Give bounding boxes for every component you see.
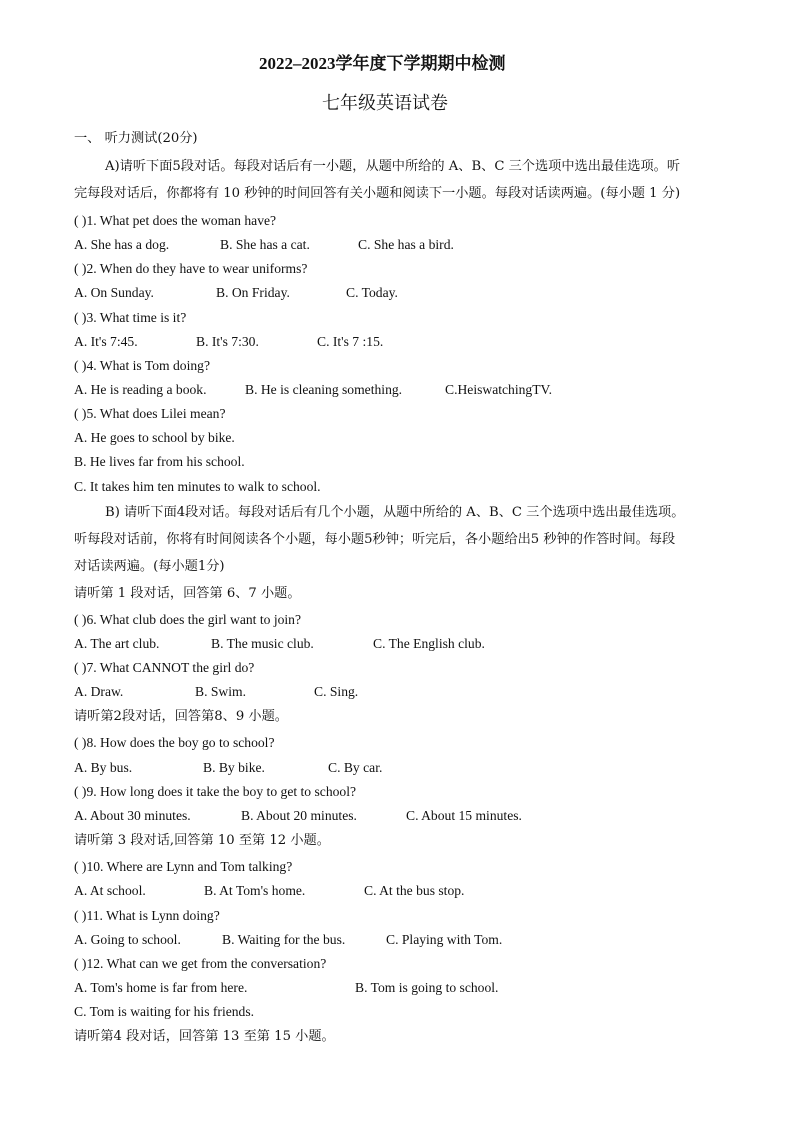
q10-option-a: A. At school. <box>74 883 146 898</box>
question-2: ( )2. When do they have to wear uniforms? <box>74 261 308 276</box>
exam-title: 2022–2023学年度下学期期中检测 <box>259 54 506 73</box>
answer-bracket[interactable]: ( ) <box>74 261 87 276</box>
q10-option-b: B. At Tom's home. <box>204 883 306 898</box>
dialog-4-note: 请听第4 段对话，回答第 13 至第 15 小题。 <box>74 1029 335 1044</box>
q4-option-a: A. He is reading a book. <box>74 382 207 397</box>
part-a-intro-line-1: A)请听下面5段对话。每段对话后有一小题，从题中所给的 A、B、C 三个选项中选出最佳选项。听 <box>105 159 681 174</box>
question-1: ( )1. What pet does the woman have? <box>74 213 277 228</box>
part-b-intro-line-2: 听每段对话前，你将有时间阅读各个小题，每小题5秒钟；听完后，各小题给出5 秒钟的作答时间。每段 <box>74 532 676 547</box>
q9-option-a: A. About 30 minutes. <box>74 808 191 823</box>
exam-subtitle: 七年级英语试卷 <box>322 93 448 114</box>
q11-option-b: B. Waiting for the bus. <box>222 932 346 947</box>
q1-option-b: B. She has a cat. <box>220 237 310 252</box>
question-12: ( )12. What can we get from the conversation? <box>74 956 327 971</box>
answer-bracket[interactable]: ( ) <box>74 660 87 675</box>
q1-option-c: C. She has a bird. <box>358 237 454 252</box>
q8-option-a: A. By bus. <box>74 760 133 775</box>
q1-option-a: A. She has a dog. <box>74 237 170 252</box>
q7-option-a: A. Draw. <box>74 684 124 699</box>
q6-option-c: C. The English club. <box>373 636 485 651</box>
q11-option-a: A. Going to school. <box>74 932 181 947</box>
q12-option-a: A. Tom's home is far from here. <box>74 980 248 995</box>
answer-bracket[interactable]: ( ) <box>74 908 87 923</box>
answer-bracket[interactable]: ( ) <box>74 859 87 874</box>
answer-bracket[interactable]: ( ) <box>74 612 87 627</box>
q2-option-c: C. Today. <box>346 285 398 300</box>
answer-bracket[interactable]: ( ) <box>74 358 87 373</box>
q10-option-c: C. At the bus stop. <box>364 883 465 898</box>
q8-option-c: C. By car. <box>328 760 383 775</box>
q5-option-c: C. It takes him ten minutes to walk to school. <box>74 479 321 494</box>
question-9: ( )9. How long does it take the boy to get to school? <box>74 784 357 799</box>
q7-option-c: C. Sing. <box>314 684 359 699</box>
q6-option-a: A. The art club. <box>74 636 160 651</box>
q3-option-c: C. It's 7 :15. <box>317 334 384 349</box>
q11-option-c: C. Playing with Tom. <box>386 932 503 947</box>
dialog-1-note: 请听第 1 段对话，回答第 6、7 小题。 <box>74 586 301 601</box>
answer-bracket[interactable]: ( ) <box>74 784 87 799</box>
q4-option-b: B. He is cleaning something. <box>245 382 403 397</box>
dialog-2-note: 请听第2段对话，回答第8、9 小题。 <box>74 709 288 724</box>
part-b-intro-line-1: B) 请听下面4段对话。每段对话后有几个小题，从题中所给的 A、B、C 三个选项中选出最佳选项。 <box>105 505 685 520</box>
q5-option-a: A. He goes to school by bike. <box>74 430 235 445</box>
q9-option-c: C. About 15 minutes. <box>406 808 522 823</box>
q12-option-c: C. Tom is waiting for his friends. <box>74 1004 255 1019</box>
q9-option-b: B. About 20 minutes. <box>241 808 357 823</box>
q2-option-a: A. On Sunday. <box>74 285 154 300</box>
answer-bracket[interactable]: ( ) <box>74 735 87 750</box>
answer-bracket[interactable]: ( ) <box>74 310 87 325</box>
section-heading: 一、 听力测试(20分) <box>74 131 198 146</box>
question-10: ( )10. Where are Lynn and Tom talking? <box>74 859 293 874</box>
q3-option-a: A. It's 7:45. <box>74 334 138 349</box>
q6-option-b: B. The music club. <box>211 636 314 651</box>
q5-option-b: B. He lives far from his school. <box>74 454 245 469</box>
q7-option-b: B. Swim. <box>195 684 246 699</box>
part-a-intro-line-2: 完每段对话后，你都将有 10 秒钟的时间回答有关小题和阅读下一小题。每段对话读两遍。(每小题 1 分) <box>74 186 681 201</box>
q8-option-b: B. By bike. <box>203 760 265 775</box>
part-b-intro-line-3: 对话读两遍。(每小题1分) <box>74 559 225 574</box>
question-8: ( )8. How does the boy go to school? <box>74 735 275 750</box>
question-11: ( )11. What is Lynn doing? <box>74 908 220 923</box>
question-7: ( )7. What CANNOT the girl do? <box>74 660 255 675</box>
answer-bracket[interactable]: ( ) <box>74 213 87 228</box>
q2-option-b: B. On Friday. <box>216 285 290 300</box>
answer-bracket[interactable]: ( ) <box>74 956 87 971</box>
question-3: ( )3. What time is it? <box>74 310 187 325</box>
q4-option-c: C.HeiswatchingTV. <box>445 382 552 397</box>
question-4: ( )4. What is Tom doing? <box>74 358 210 373</box>
question-6: ( )6. What club does the girl want to join? <box>74 612 302 627</box>
q12-option-b: B. Tom is going to school. <box>355 980 499 995</box>
answer-bracket[interactable]: ( ) <box>74 406 87 421</box>
dialog-3-note: 请听第 3 段对话,回答第 10 至第 12 小题。 <box>74 833 330 848</box>
q3-option-b: B. It's 7:30. <box>196 334 259 349</box>
question-5: ( )5. What does Lilei mean? <box>74 406 226 421</box>
